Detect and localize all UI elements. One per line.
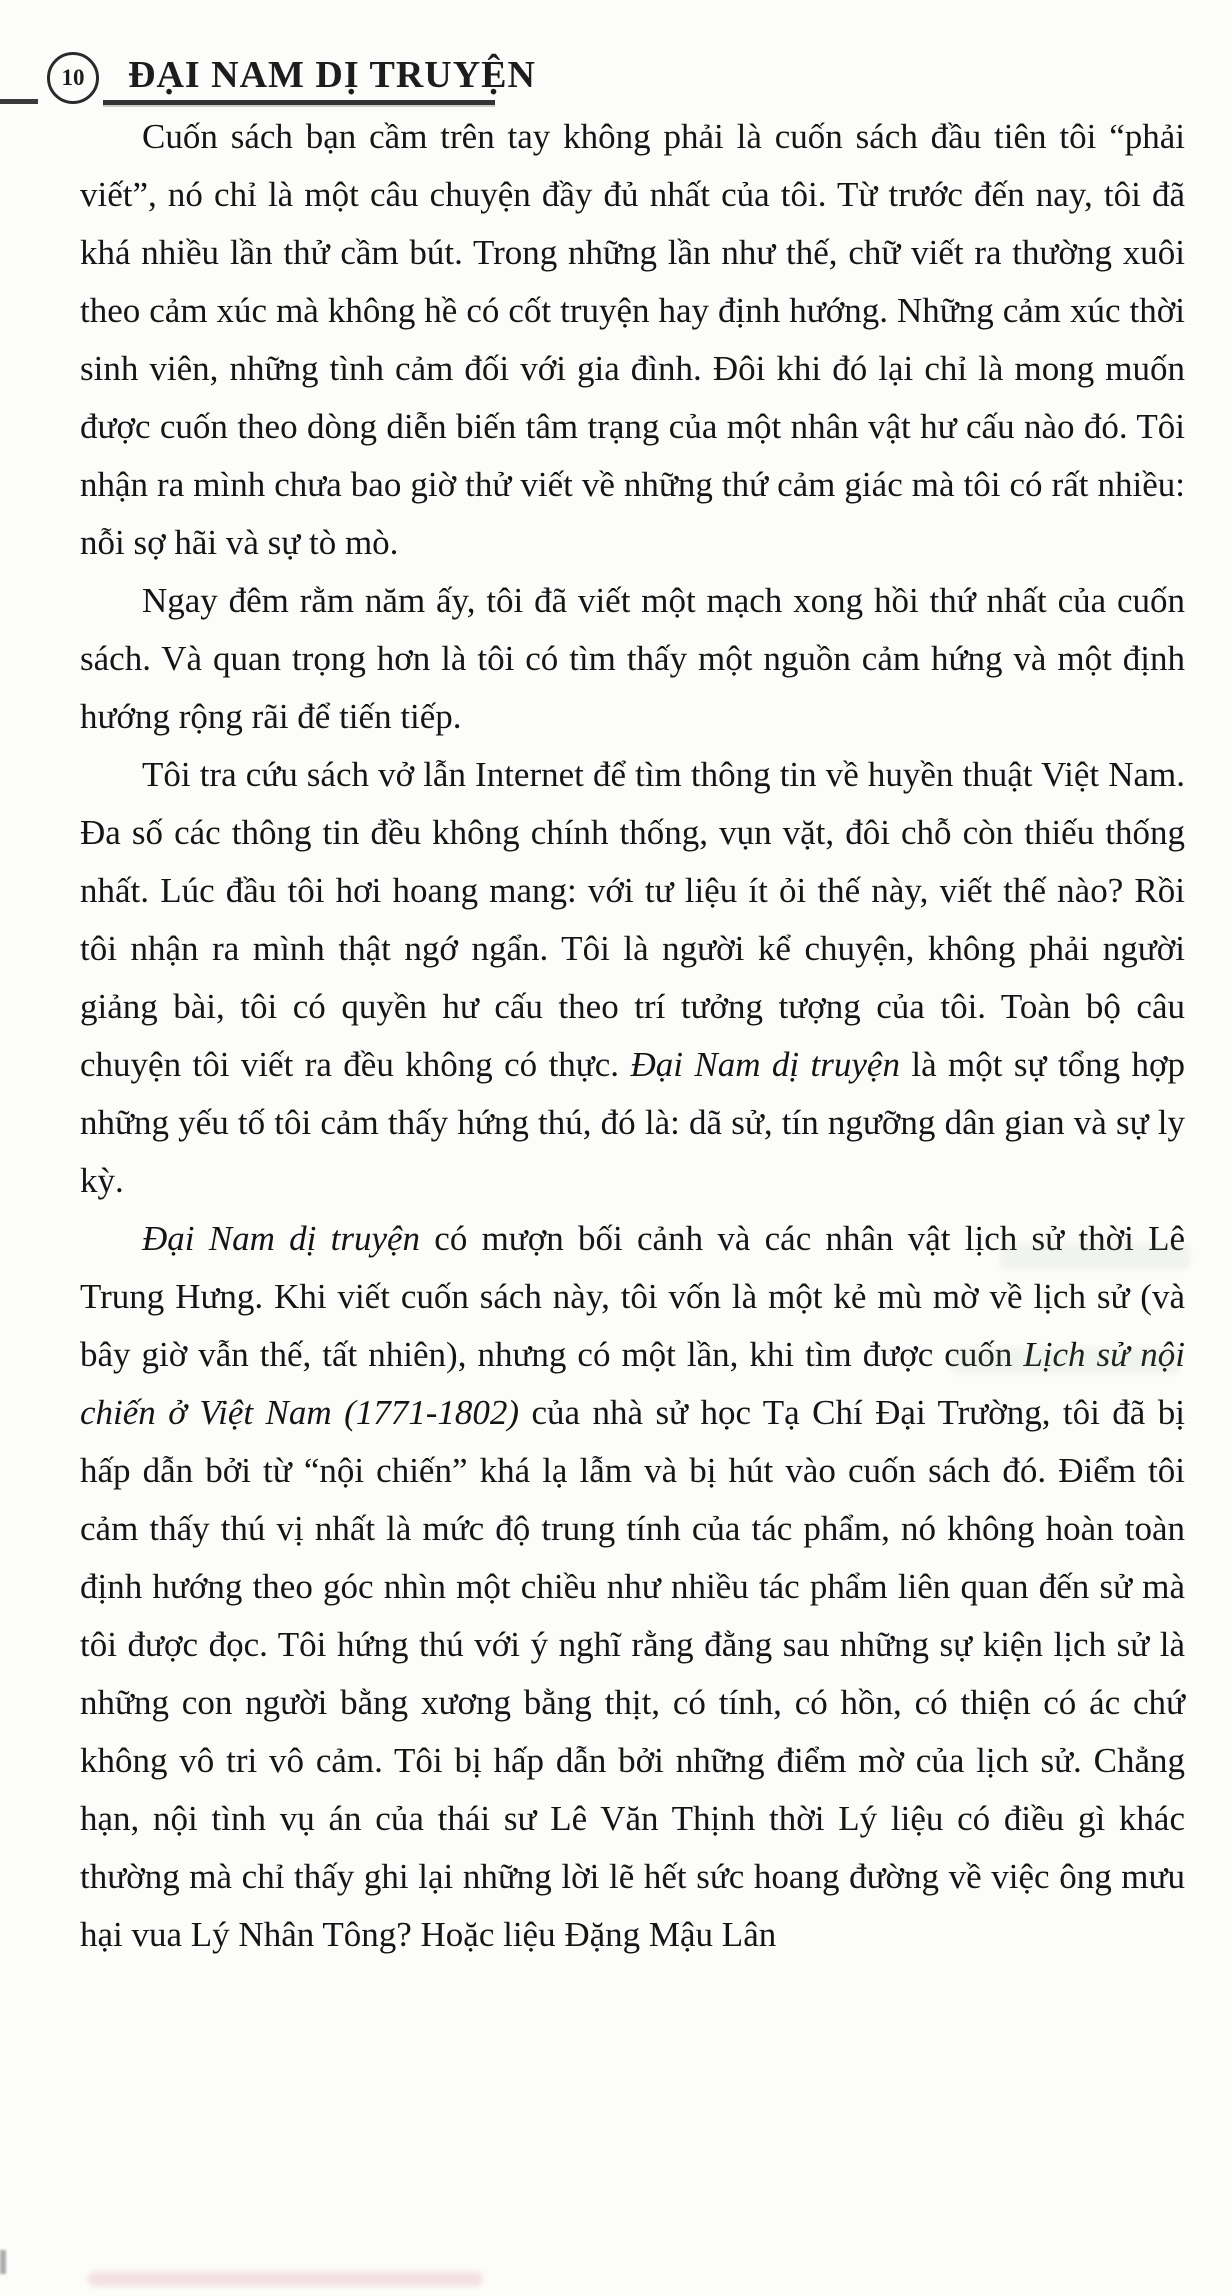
text-segment: Tôi tra cứu sách vở lẫn Internet để tìm thông tin về huyền thuật Việt Nam. Đa số các thông tin đều không chính thống, vụn vặt, đôi chỗ còn thiếu thống nhất. Lúc đầu tôi hơi hoang mang: với tư liệu ít ỏi thế này, viết thế nào? Rồi tôi nhận ra mình thật ngớ ngẩn. Tôi là người kể chuyện, không phải người giảng bài, tôi có quyền hư cấu theo trí tưởng tượng của tôi. Toàn bộ câu chuyện tôi viết ra đều không có thực. [80, 755, 1185, 1084]
text-segment: Cuốn sách bạn cầm trên tay không phải là cuốn sách đầu tiên tôi “phải viết”, nó chỉ là một câu chuyện đầy đủ nhất của tôi. Từ trước đến nay, tôi đã khá nhiều lần thử cầm bút. Trong những lần như thế, chữ viết ra thường xuôi theo cảm xúc mà không hề có cốt truyện hay định hướng. Những cảm xúc thời sinh viên, những tình cảm đối với gia đình. Đôi khi đó lại chỉ là mong muốn được cuốn theo dòng diễn biến tâm trạng của một nhân vật hư cấu nào đó. Tôi nhận ra mình chưa bao giờ thử viết về những thứ cảm giác mà tôi có rất nhiều: nỗi sợ hãi và sự tò mò. [80, 117, 1185, 562]
running-header-title: ĐẠI NAM DỊ TRUYỆN [128, 54, 536, 96]
text-segment: có mượn bối cảnh và các nhân vật lịch sử thời Lê Trung Hưng. Khi viết cuốn sách này, tôi vốn là một kẻ mù mờ về lịch sử (và bây giờ vẫn thế, tất nhiên), nhưng có một lần, khi tìm được cuốn [80, 1219, 1185, 1374]
page-edge-mark [0, 2250, 6, 2274]
paragraph [80, 572, 1185, 746]
book-title-italic: Lịch sử nội chiến ở Việt Nam (1771-1802) [80, 1335, 1185, 1432]
header-underline [103, 100, 495, 105]
pink-ink-smudge [88, 2272, 483, 2286]
paragraph [80, 108, 1185, 572]
paragraph [80, 1210, 1185, 1964]
text-segment: của nhà sử học Tạ Chí Đại Trường, tôi đã bị hấp dẫn bởi từ “nội chiến” khá lạ lẫm và bị hút vào cuốn sách đó. Điểm tôi cảm thấy thú vị nhất là mức độ trung tính của tác phẩm, nó không hoàn toàn định hướng theo góc nhìn một chiều như nhiều tác phẩm liên quan đến sử mà tôi được đọc. Tôi hứng thú với ý nghĩ rằng đằng sau những sự kiện lịch sử là những con người bằng xương bằng thịt, có tính, có hồn, có thiện có ác chứ không vô tri vô cảm. Tôi bị hấp dẫn bởi những điểm mờ của lịch sử. Chẳng hạn, nội tình vụ án của thái sư Lê Văn Thịnh thời Lý liệu có điều gì khác thường mà chỉ thấy ghi lại những lời lẽ hết sức hoang đường về việc ông mưu hại vua Lý Nhân Tông? Hoặc liệu Đặng Mậu Lân [80, 1393, 1185, 1954]
paragraph [80, 746, 1185, 1210]
book-title-italic: Đại Nam dị truyện [630, 1045, 900, 1084]
page-number: 10 [61, 65, 85, 90]
text-segment: Ngay đêm rằm năm ấy, tôi đã viết một mạch xong hồi thứ nhất của cuốn sách. Và quan trọng hơn là tôi có tìm thấy một nguồn cảm hứng và một định hướng rộng rãi để tiến tiếp. [80, 581, 1185, 736]
body-text [80, 108, 1185, 1964]
header-rule-left [0, 99, 38, 104]
book-title-italic: Đại Nam dị truyện [142, 1219, 421, 1258]
text-segment: là một sự tổng hợp những yếu tố tôi cảm thấy hứng thú, đó là: dã sử, tín ngưỡng dân gian và sự ly kỳ. [80, 1045, 1185, 1200]
page-number-badge [47, 52, 99, 104]
